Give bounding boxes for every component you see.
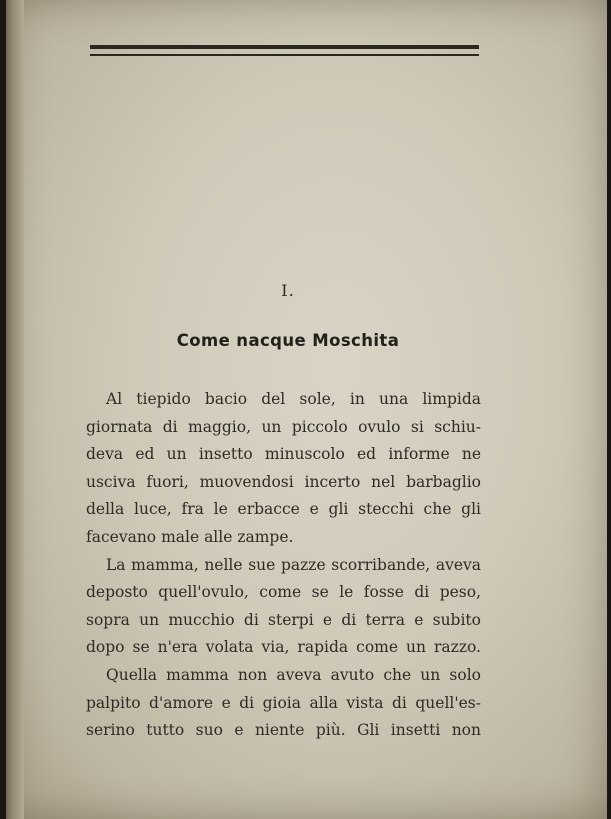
header-rule-thick	[90, 45, 479, 49]
header-rule-thin	[90, 54, 479, 56]
text-line: sopra un mucchio di sterpi e di terra e subito	[86, 610, 481, 629]
text-line: palpito d'amore e di gioia alla vista di quell'es-	[86, 693, 481, 712]
text-line: serino tutto suo e niente più. Gli insetti non	[86, 721, 481, 740]
text-line: usciva fuori, muovendosi incerto nel barbaglio	[86, 472, 481, 491]
chapter-number: I.	[281, 281, 295, 300]
text-line: Quella mamma non aveva avuto che un solo	[106, 665, 481, 684]
text-line: facevano male alle zampe.	[86, 527, 294, 546]
text-line: della luce, fra le erbacce e gli stecchi che gli	[86, 500, 481, 519]
text-line: deposto quell'ovulo, come se le fosse di peso,	[86, 583, 481, 602]
book-page	[6, 0, 607, 819]
text-line: La mamma, nelle sue pazze scorribande, aveva	[106, 555, 481, 574]
chapter-title: Come nacque Moschita	[176, 331, 400, 350]
text-line: giornata di maggio, un piccolo ovulo si schiu-	[86, 417, 481, 436]
text-line: deva ed un insetto minuscolo ed informe ne	[86, 445, 481, 464]
page-binding	[6, 0, 24, 819]
text-line: Al tiepido bacio del sole, in una limpida	[106, 390, 481, 408]
text-line: dopo se n'era volata via, rapida come un razzo.	[86, 638, 481, 657]
body-text	[86, 386, 481, 745]
